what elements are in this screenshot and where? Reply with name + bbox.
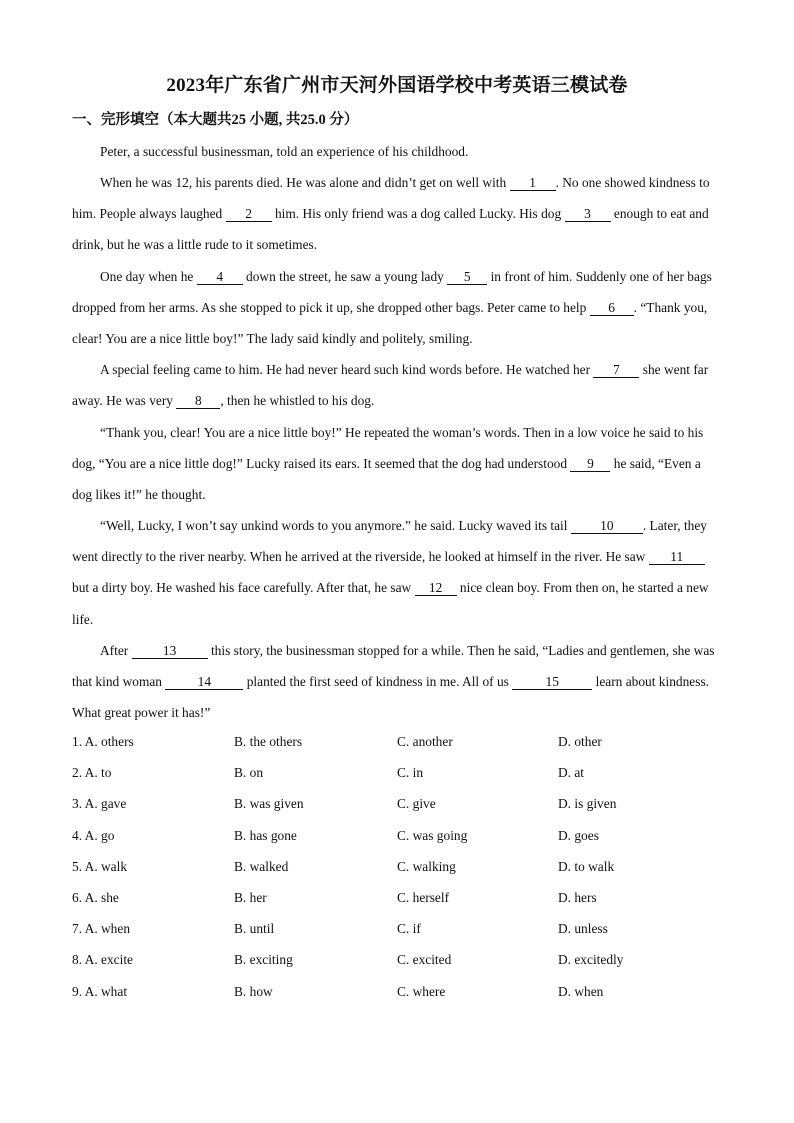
passage-text: . No one showed kindness to him. People always laughed <box>72 175 710 222</box>
option-a: 2. A. to <box>72 765 112 781</box>
passage-text: this story, the businessman stopped for a while. Then he said, “Ladies and gentlemen, she was that kind woman <box>72 643 715 690</box>
section-heading: 一、完形填空（本大题共25 小题, 共25.0 分） <box>72 112 359 128</box>
option-d: D. is given <box>558 796 617 812</box>
passage-text: After <box>100 643 132 658</box>
option-c: C. another <box>397 734 453 749</box>
option-c: C. give <box>397 796 436 812</box>
option-d: D. other <box>558 734 602 749</box>
passage-paragraph <box>72 354 720 416</box>
blank-8: 8 <box>176 393 220 409</box>
option-row-4 <box>72 825 732 856</box>
option-c: C. where <box>397 983 446 999</box>
option-d: D. unless <box>558 921 608 937</box>
passage-text: planted the first seed of kindness in me. All of us <box>243 674 513 690</box>
option-b: B. has gone <box>234 827 297 843</box>
option-d: D. hers <box>558 889 597 905</box>
option-row-3 <box>72 793 732 824</box>
blank-14: 14 <box>165 674 243 690</box>
passage-paragraph <box>72 167 720 261</box>
option-d: D. to walk <box>558 858 615 874</box>
option-c: C. herself <box>397 889 450 905</box>
option-a: 3. A. gave <box>72 796 127 812</box>
passage-text: learn about kindness. What great power it has!” <box>72 674 710 721</box>
blank-11: 11 <box>649 549 705 565</box>
option-row-8 <box>72 949 732 980</box>
passage-text: “Well, Lucky, I won’t say unkind words to you anymore.” he said. Lucky waved its tail <box>100 518 571 533</box>
passage-text: . Later, they went directly to the river nearby. When he arrived at the riverside, he looked at himself in the river. He saw <box>72 518 707 565</box>
option-row-5 <box>72 856 732 887</box>
passage-text: she went far away. He was very <box>72 362 709 409</box>
passage-text: Peter, a successful businessman, told an experience of his childhood. <box>100 144 469 159</box>
passage-paragraph <box>72 417 720 511</box>
passage-paragraph <box>72 635 720 729</box>
option-d: D. when <box>558 983 604 999</box>
option-b: B. exciting <box>234 952 293 968</box>
passage-text: but a dirty boy. He washed his face carefully. After that, he saw <box>72 580 415 596</box>
option-c: C. in <box>397 765 424 781</box>
option-c: C. walking <box>397 858 456 874</box>
answer-options <box>72 731 732 1012</box>
option-row-2 <box>72 762 732 793</box>
passage-text: A special feeling came to him. He had never heard such kind words before. He watched her <box>100 362 594 377</box>
option-d: D. goes <box>558 827 599 843</box>
option-b: B. her <box>234 889 267 905</box>
blank-12: 12 <box>415 580 457 596</box>
passage-text: him. His only friend was a dog called Lucky. His dog <box>271 206 565 222</box>
option-c: C. excited <box>397 952 452 968</box>
option-a: 6. A. she <box>72 889 119 905</box>
option-c: C. was going <box>397 827 468 843</box>
exam-title: 2023年广东省广州市天河外国语学校中考英语三模试卷 <box>166 75 628 96</box>
passage-paragraph <box>72 136 720 167</box>
blank-15: 15 <box>512 674 592 690</box>
option-d: D. at <box>558 765 585 781</box>
blank-6: 6 <box>590 300 634 316</box>
passage-text: he said, “Even a dog likes it!” he thought. <box>72 456 701 503</box>
option-b: B. was given <box>234 796 304 812</box>
passage-text: “Thank you, clear! You are a nice little boy!” He repeated the woman’s words. Then in a low voice he said to his dog, “You are a nice little dog!” Lucky raised its ears. It seemed that the dog had understood <box>72 425 704 472</box>
blank-3: 3 <box>565 206 611 222</box>
passage-text: , then he whistled to his dog. <box>220 393 375 409</box>
option-b: B. the others <box>234 734 303 749</box>
option-a: 7. A. when <box>72 921 131 937</box>
option-b: B. walked <box>234 858 289 874</box>
option-b: B. until <box>234 921 275 937</box>
passage-paragraph <box>72 510 720 635</box>
option-d: D. excitedly <box>558 952 624 968</box>
option-row-1 <box>72 731 732 762</box>
passage-text: enough to eat and drink, but he was a little rude to it sometimes. <box>72 206 709 253</box>
option-a: 1. A. others <box>72 734 134 749</box>
passage-text: down the street, he saw a young lady <box>242 269 448 284</box>
option-a: 4. A. go <box>72 827 115 843</box>
option-b: B. on <box>234 765 264 781</box>
option-row-7 <box>72 918 732 949</box>
passage-text: nice clean boy. From then on, he started a new life. <box>72 580 709 627</box>
option-b: B. how <box>234 983 273 999</box>
blank-10: 10 <box>571 518 643 534</box>
option-a: 9. A. what <box>72 983 128 999</box>
blank-1: 1 <box>510 175 556 191</box>
blank-7: 7 <box>593 362 639 378</box>
blank-9: 9 <box>570 456 610 472</box>
blank-13: 13 <box>132 643 208 659</box>
option-a: 8. A. excite <box>72 952 133 968</box>
passage-text: . “Thank you, clear! You are a nice little boy!” The lady said kindly and politely, smiling. <box>72 300 708 347</box>
passage-paragraph <box>72 261 720 355</box>
option-row-6 <box>72 887 732 918</box>
option-row-9 <box>72 981 732 1012</box>
blank-2: 2 <box>226 206 272 222</box>
passage-text: When he was 12, his parents died. He was alone and didn’t get on well with <box>100 175 510 190</box>
passage-text: in front of him. Suddenly one of her bags dropped from her arms. As she stopped to pick it up, she dropped other bags. Peter came to help <box>72 269 712 316</box>
passage-text: One day when he <box>100 269 197 284</box>
option-a: 5. A. walk <box>72 858 128 874</box>
blank-5: 5 <box>447 269 487 285</box>
blank-4: 4 <box>197 269 243 285</box>
option-c: C. if <box>397 921 421 937</box>
